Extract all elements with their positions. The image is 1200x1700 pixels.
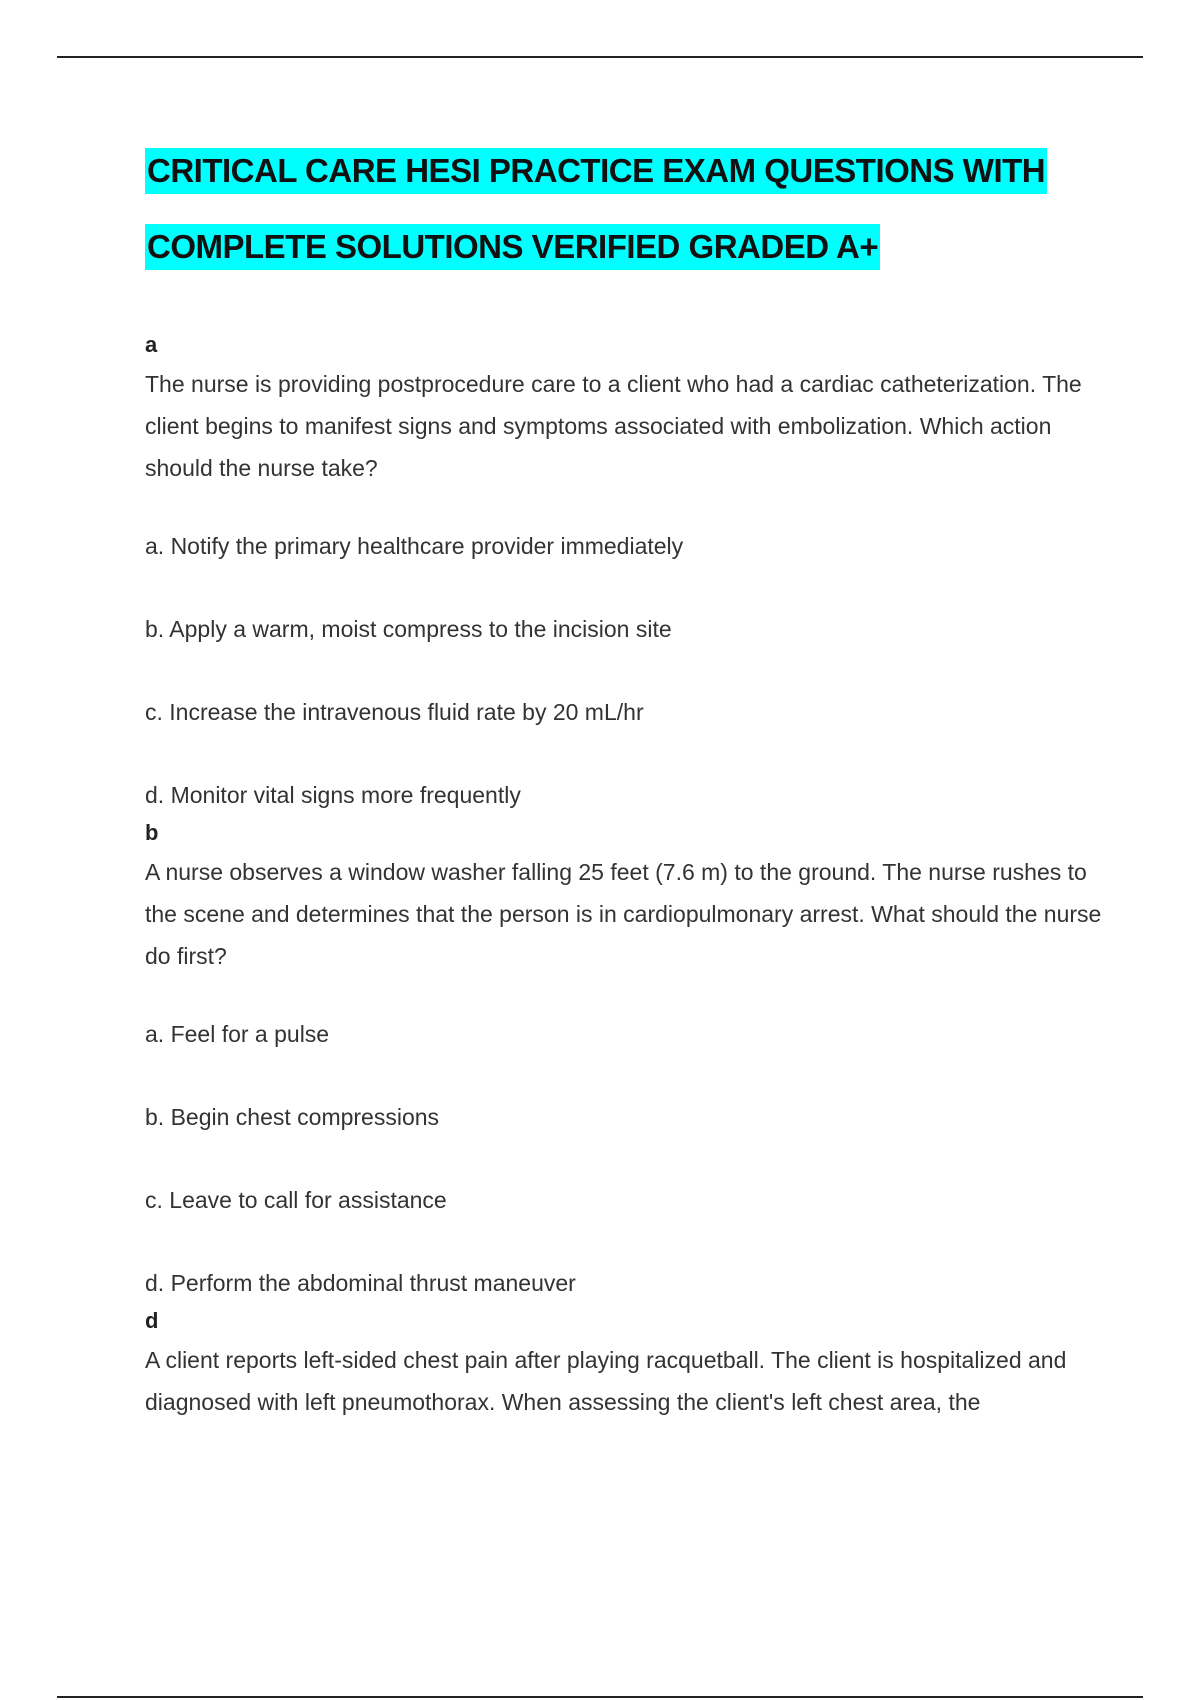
- question-block-3: [145, 1306, 1105, 1423]
- option-d: d. Monitor vital signs more frequently: [145, 782, 521, 808]
- document-title-line-2: COMPLETE SOLUTIONS VERIFIED GRADED A+: [145, 224, 880, 270]
- question-block-1: [145, 330, 1105, 810]
- option-c: c. Leave to call for assistance: [145, 1187, 447, 1213]
- option-c: c. Increase the intravenous fluid rate by 20 mL/hr: [145, 699, 644, 725]
- document-title-line-1: CRITICAL CARE HESI PRACTICE EXAM QUESTIONS WITH: [145, 148, 1047, 194]
- option-a: a. Notify the primary healthcare provider immediately: [145, 533, 684, 559]
- question-text: A nurse observes a window washer falling 25 feet (7.6 m) to the ground. The nurse rushes to the scene and determines that the person is in cardiopulmonary arrest. What should the nurse do first?: [145, 859, 1102, 969]
- answer-key: d: [145, 1308, 159, 1333]
- bottom-rule: [57, 1696, 1143, 1698]
- options-list: [145, 531, 1105, 810]
- options-list: [145, 1019, 1105, 1298]
- questions-list: [145, 330, 1105, 1423]
- answer-key: b: [145, 820, 159, 845]
- top-rule: [57, 56, 1143, 58]
- question-text: The nurse is providing postprocedure care to a client who had a cardiac catheterization. The client begins to manifest signs and symptoms associated with embolization. Which action should the nurse take?: [145, 371, 1082, 481]
- option-d: d. Perform the abdominal thrust maneuver: [145, 1270, 576, 1296]
- answer-key: a: [145, 332, 158, 357]
- option-a: a. Feel for a pulse: [145, 1021, 330, 1047]
- question-text: A client reports left-sided chest pain after playing racquetball. The client is hospitalized and diagnosed with left pneumothorax. When assessing the client's left chest area, the: [145, 1347, 1067, 1415]
- question-block-2: [145, 818, 1105, 1298]
- option-b: b. Begin chest compressions: [145, 1104, 440, 1130]
- option-b: b. Apply a warm, moist compress to the incision site: [145, 616, 672, 642]
